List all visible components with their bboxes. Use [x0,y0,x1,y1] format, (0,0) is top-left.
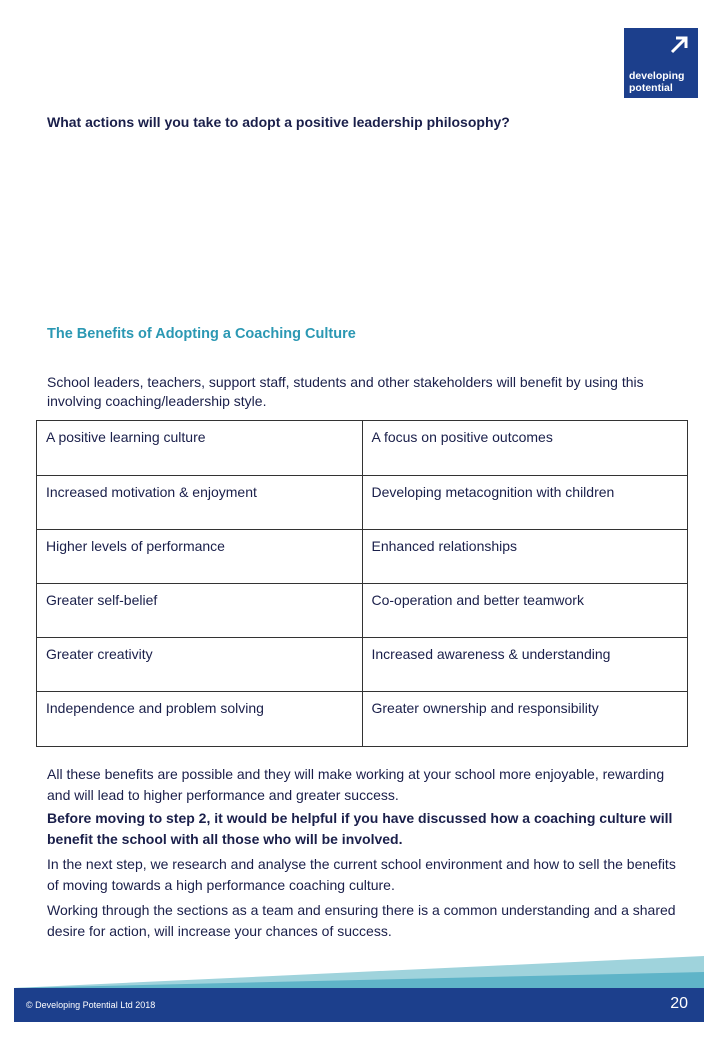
table-cell: Independence and problem solving [37,692,363,747]
footer-bar [14,988,704,1022]
brand-logo [624,28,698,98]
intro-paragraph: School leaders, teachers, support staff, students and other stakeholders will benefit by using this involving coaching/leadership style. [47,374,644,409]
logo-wordmark [629,70,697,94]
logo-line-2: potential [629,82,673,94]
table-cell: Greater ownership and responsibility [362,692,688,747]
table-row [37,421,688,476]
page-number: 20 [670,995,688,1012]
benefits-table [36,420,688,747]
arrow-up-right-icon [668,34,690,56]
logo-line-1: developing [629,70,685,82]
next-step-paragraph: In the next step, we research and analyse the current school environment and how to sell the benefits of moving towards a high performance coaching culture. [47,856,676,893]
table-cell: A focus on positive outcomes [362,421,688,476]
question-heading: What actions will you take to adopt a positive leadership philosophy? [47,114,510,130]
table-row [37,476,688,530]
table-row [37,692,688,747]
table-row [37,584,688,638]
table-cell: Increased awareness & understanding [362,638,688,692]
footer-wave-decoration [0,952,720,992]
table-cell: Enhanced relationships [362,530,688,584]
table-row [37,638,688,692]
table-cell: Developing metacognition with children [362,476,688,530]
step-2-note-paragraph: Before moving to step 2, it would be helpful if you have discussed how a coaching culture will benefit the school with all those who will be involved. [47,810,673,847]
table-cell: Greater self-belief [37,584,363,638]
table-cell: Increased motivation & enjoyment [37,476,363,530]
table-row [37,530,688,584]
teamwork-paragraph: Working through the sections as a team and ensuring there is a common understanding and a shared desire for action, will increase your chances of success. [47,902,676,939]
benefits-summary-paragraph: All these benefits are possible and they will make working at your school more enjoyable, rewarding and will lead to higher performance and greater success. [47,766,665,803]
table-cell: Co-operation and better teamwork [362,584,688,638]
table-cell: A positive learning culture [37,421,363,476]
copyright-text: © Developing Potential Ltd 2018 [26,1000,156,1010]
table-cell: Greater creativity [37,638,363,692]
section-title: The Benefits of Adopting a Coaching Culture [47,326,356,342]
table-cell: Higher levels of performance [37,530,363,584]
